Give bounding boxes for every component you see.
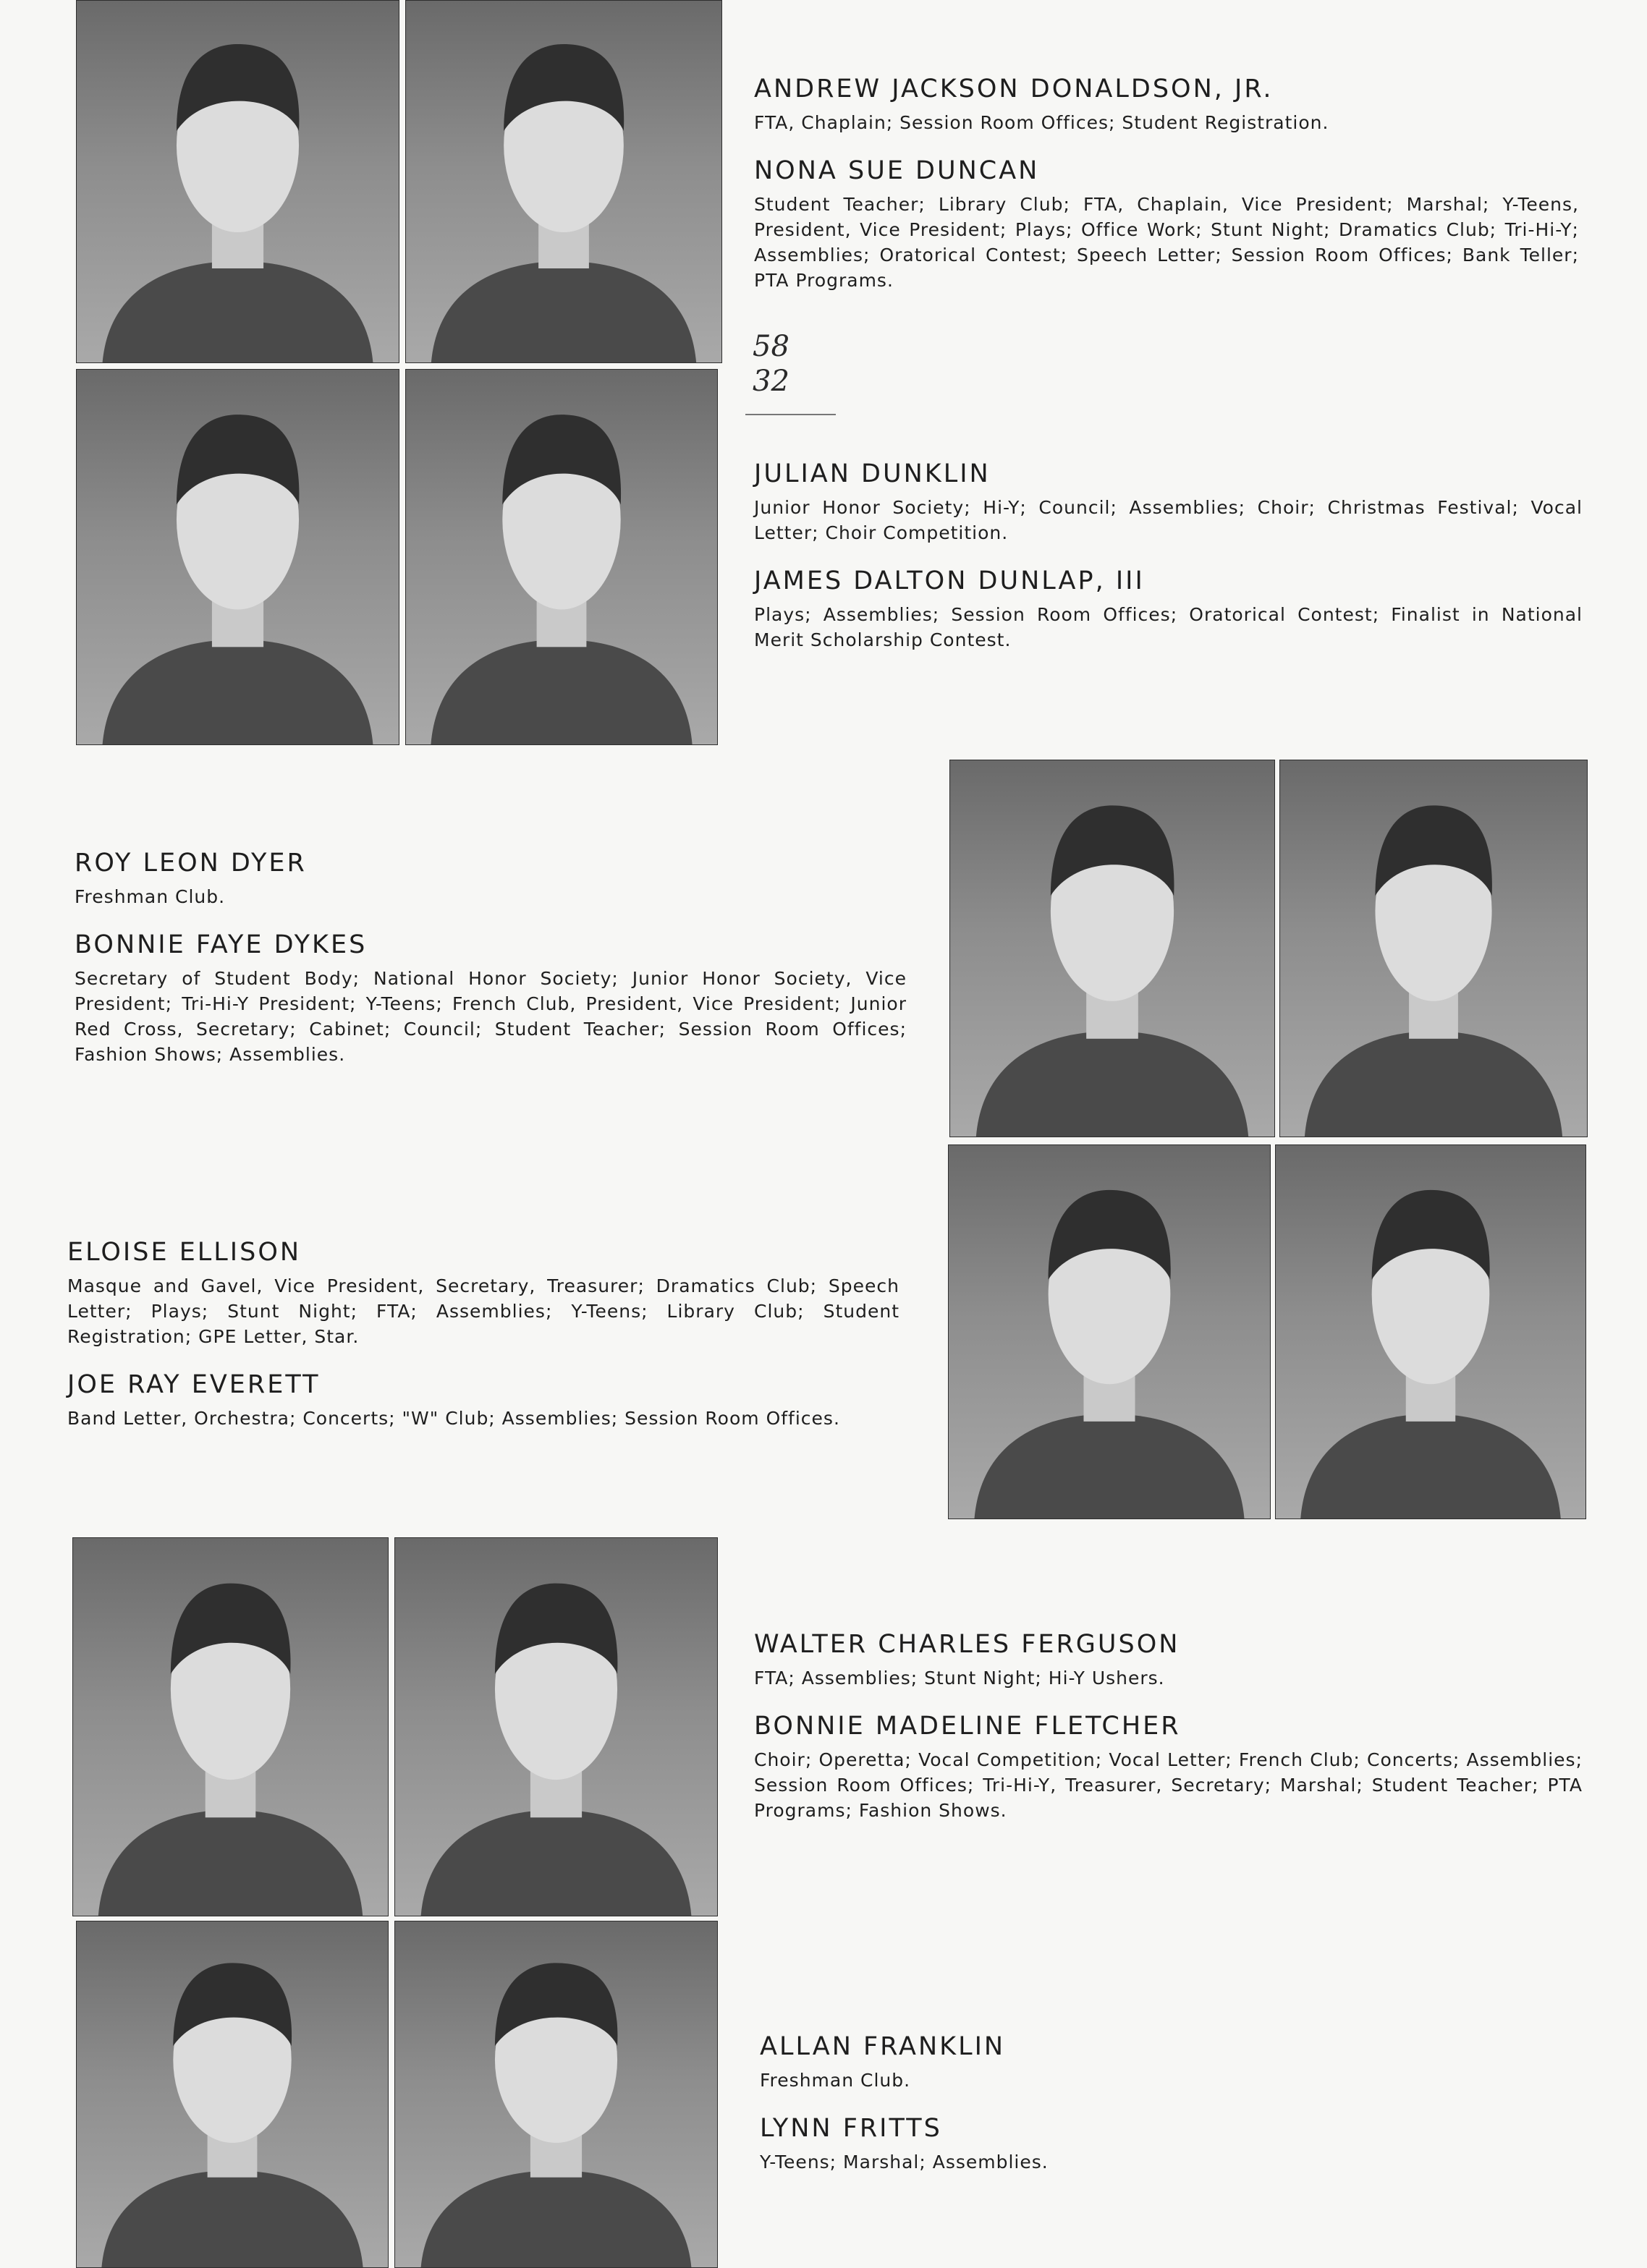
student-activities: FTA; Assemblies; Stunt Night; Hi-Y Ushers. [754,1668,1165,1689]
entry-group-franklin-fritts [760,2030,1581,2193]
entry-group-ellison-everett [67,1236,899,1450]
handwritten-underline [745,414,836,415]
student-activities: Junior Honor Society; Hi-Y; Council; Assemblies; Choir; Christmas Festival; Vocal Letter; Choir Competition. [754,497,1583,543]
student-activities: Choir; Operetta; Vocal Competition; Vocal Letter; French Club; Concerts; Assemblies; Session Room Offices; Tri-Hi-Y, Treasurer, Secretary; Marshal; Student Teacher; PTA Programs; Fashion Shows. [754,1749,1583,1821]
photo-bonnie-dykes [1279,760,1588,1137]
student-activities: Secretary of Student Body; National Honor Society; Junior Honor Society, Vice President; Tri-Hi-Y President; Y-Teens; French Club, President, Vice President; Junior Red Cross, Secretary; Cabinet; Council; Student Teacher; Session Room Offices; Fashion Shows; Assemblies. [75,968,907,1065]
photo-allan-franklin [76,1921,389,2268]
entry-group-dyer-dykes [75,846,907,1086]
photo-walter-ferguson [72,1537,389,1916]
photo-joe-everett [1275,1144,1586,1519]
student-name: WALTER CHARLES FERGUSON [754,1630,1180,1659]
photo-andrew-donaldson [76,0,399,363]
student-name: ALLAN FRANKLIN [760,2032,1006,2061]
entry-group-ferguson-fletcher [754,1628,1583,1842]
portrait-silhouette [950,760,1274,1137]
student-activities: Freshman Club. [75,886,226,907]
student-activities: FTA, Chaplain; Session Room Offices; Student Registration. [754,112,1329,133]
portrait-silhouette [406,370,717,744]
portrait-silhouette [1280,760,1587,1137]
photo-james-dunlap [405,369,718,745]
portrait-silhouette [77,1,399,362]
portrait-silhouette [1276,1145,1585,1519]
photo-roy-dyer [949,760,1275,1137]
student-name: JOE RAY EVERETT [67,1370,321,1399]
student-name: BONNIE FAYE DYKES [75,930,368,959]
student-activities: Y-Teens; Marshal; Assemblies. [760,2152,1049,2173]
portrait-silhouette [406,1,721,362]
portrait-silhouette [949,1145,1270,1519]
student-name: ANDREW JACKSON DONALDSON, JR. [754,75,1274,103]
student-name: ROY LEON DYER [75,849,307,878]
student-activities: Masque and Gavel, Vice President, Secretary, Treasurer; Dramatics Club; Speech Letter; Plays; Stunt Night; FTA; Assemblies; Y-Teens; Library Club; Student Registration; GPE Letter, Star. [67,1275,899,1347]
student-activities: Plays; Assemblies; Session Room Offices; Oratorical Contest; Finalist in National Merit Scholarship Contest. [754,604,1583,650]
student-activities: Freshman Club. [760,2070,911,2091]
handwritten-note-line-1: 58 [753,330,789,363]
student-name: NONA SUE DUNCAN [754,156,1040,185]
photo-nona-duncan [405,0,722,363]
entry-group-donaldson-duncan [754,72,1579,312]
student-name: BONNIE MADELINE FLETCHER [754,1712,1181,1741]
photo-lynn-fritts [394,1921,718,2268]
photo-eloise-ellison [948,1144,1271,1519]
portrait-silhouette [395,1538,717,1916]
photo-bonnie-fletcher [394,1537,718,1916]
entry-group-dunklin-dunlap [754,457,1583,671]
photo-julian-dunklin [76,369,399,745]
student-name: ELOISE ELLISON [67,1238,302,1267]
student-name: LYNN FRITTS [760,2114,942,2143]
handwritten-note [753,329,789,399]
student-name: JAMES DALTON DUNLAP, III [754,566,1145,595]
portrait-silhouette [77,370,399,744]
student-activities: Student Teacher; Library Club; FTA, Chaplain, Vice President; Marshal; Y-Teens, President, Vice President; Plays; Office Work; Stunt Night; Dramatics Club; Tri-Hi-Y; Assemblies; Oratorical Contest; Speech Letter; Session Room Offices; Bank Teller; PTA Programs. [754,194,1579,291]
portrait-silhouette [73,1538,388,1916]
portrait-silhouette [395,1921,717,2267]
handwritten-note-line-2: 32 [753,365,789,398]
portrait-silhouette [77,1921,388,2267]
student-name: JULIAN DUNKLIN [754,459,991,488]
student-activities: Band Letter, Orchestra; Concerts; "W" Club; Assemblies; Session Room Offices. [67,1408,840,1429]
